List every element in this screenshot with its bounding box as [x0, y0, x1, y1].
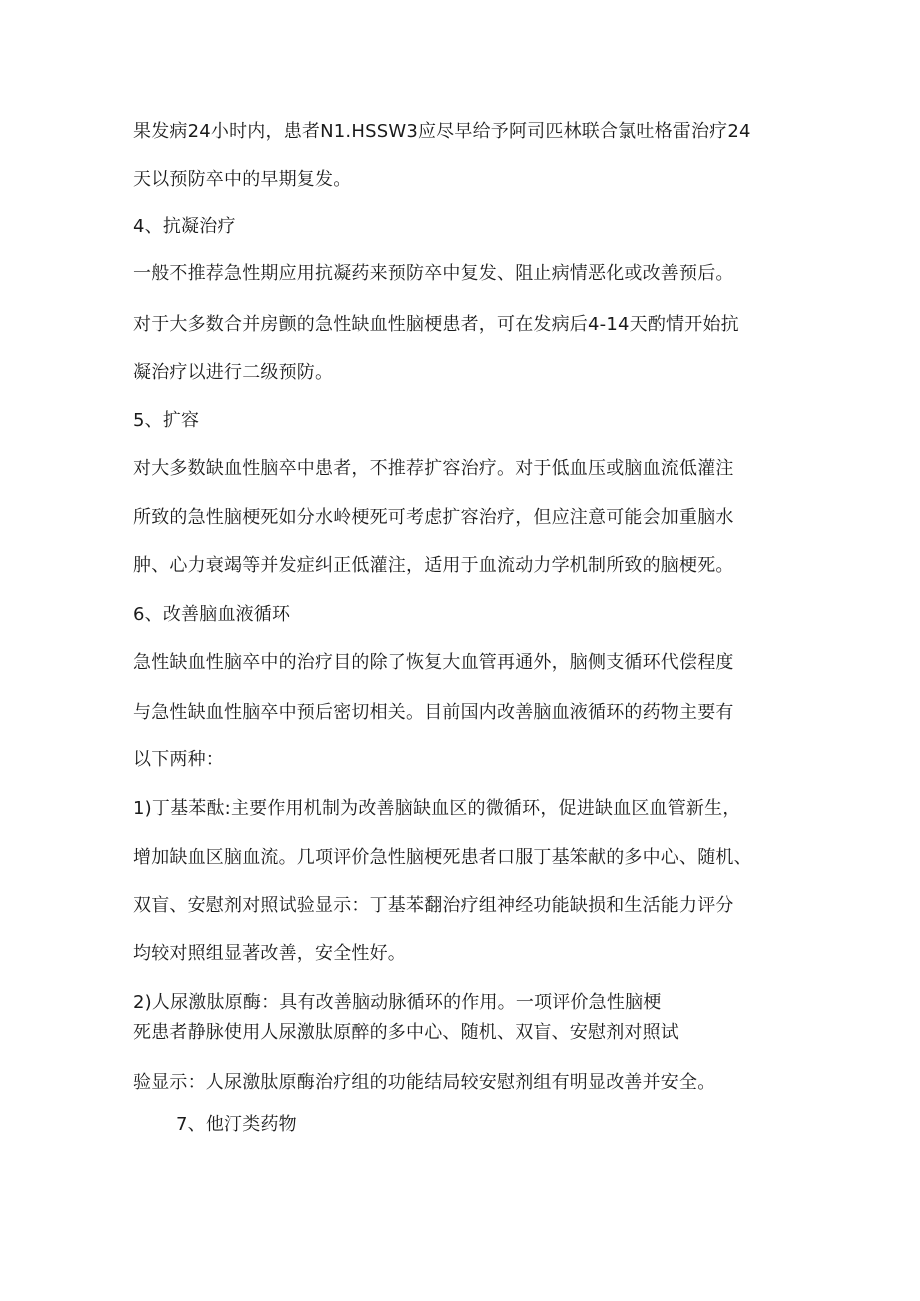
paragraph-line: 对于大多数合并房颤的急性缺血性脑梗患者，可在发病后4-14天酌情开始抗: [133, 314, 739, 335]
paragraph-line: 肿、心力衰竭等并发症纠正低灌注，适用于血流动力学机制所致的脑梗死。: [133, 555, 734, 576]
section-heading-volume-expansion: 5、扩容: [133, 410, 200, 431]
section-heading-statins: 7、他汀类药物: [176, 1114, 297, 1135]
paragraph-line: 1)丁基苯酞:主要作用机制为改善脑缺血区的微循环，促进缺血区血管新生，: [133, 798, 741, 819]
paragraph-line: 凝治疗以进行二级预防。: [133, 362, 334, 383]
paragraph-line: 所致的急性脑梗死如分水岭梗死可考虑扩容治疗，但应注意可能会加重脑水: [133, 507, 734, 528]
paragraph-line: 均较对照组显著改善，安全性好。: [133, 943, 406, 964]
section-heading-anticoagulation: 4、抗凝治疗: [133, 216, 236, 237]
paragraph-line: 一般不推荐急性期应用抗凝药来预防卒中复发、阻止病情恶化或改善预后。: [133, 263, 734, 284]
paragraph-line: 以下两种：: [133, 749, 224, 770]
paragraph-line: 急性缺血性脑卒中的治疗目的除了恢复大血管再通外，脑侧支循环代偿程度: [133, 652, 734, 673]
paragraph-line: 对大多数缺血性脑卒中患者，不推荐扩容治疗。对于低血压或脑血流低灌注: [133, 458, 734, 479]
paragraph-line: 天以预防卒中的早期复发。: [133, 169, 352, 190]
paragraph-line: 验显示：人尿激肽原酶治疗组的功能结局较安慰剂组有明显改善并安全。: [133, 1072, 716, 1093]
paragraph-line: 与急性缺血性脑卒中预后密切相关。目前国内改善脑血液循环的药物主要有: [133, 702, 734, 723]
paragraph-line: 双盲、安慰剂对照试验显示：丁基苯翻治疗组神经功能缺损和生活能力评分: [133, 895, 734, 916]
section-heading-cerebral-circulation: 6、改善脑血液循环: [133, 604, 291, 625]
paragraph-line: 死患者静脉使用人尿激肽原醉的多中心、随机、双盲、安慰剂对照试: [133, 1022, 679, 1043]
paragraph-line: 2)人尿激肽原酶：具有改善脑动脉循环的作用。一项评价急性脑梗: [133, 992, 662, 1013]
paragraph-line: 果发病24小时内，患者N1.HSSW3应尽早给予阿司匹林联合氯吐格雷治疗24: [133, 121, 751, 142]
paragraph-line: 增加缺血区脑血流。几项评价急性脑梗死患者口服丁基笨献的多中心、随机、: [133, 847, 752, 868]
